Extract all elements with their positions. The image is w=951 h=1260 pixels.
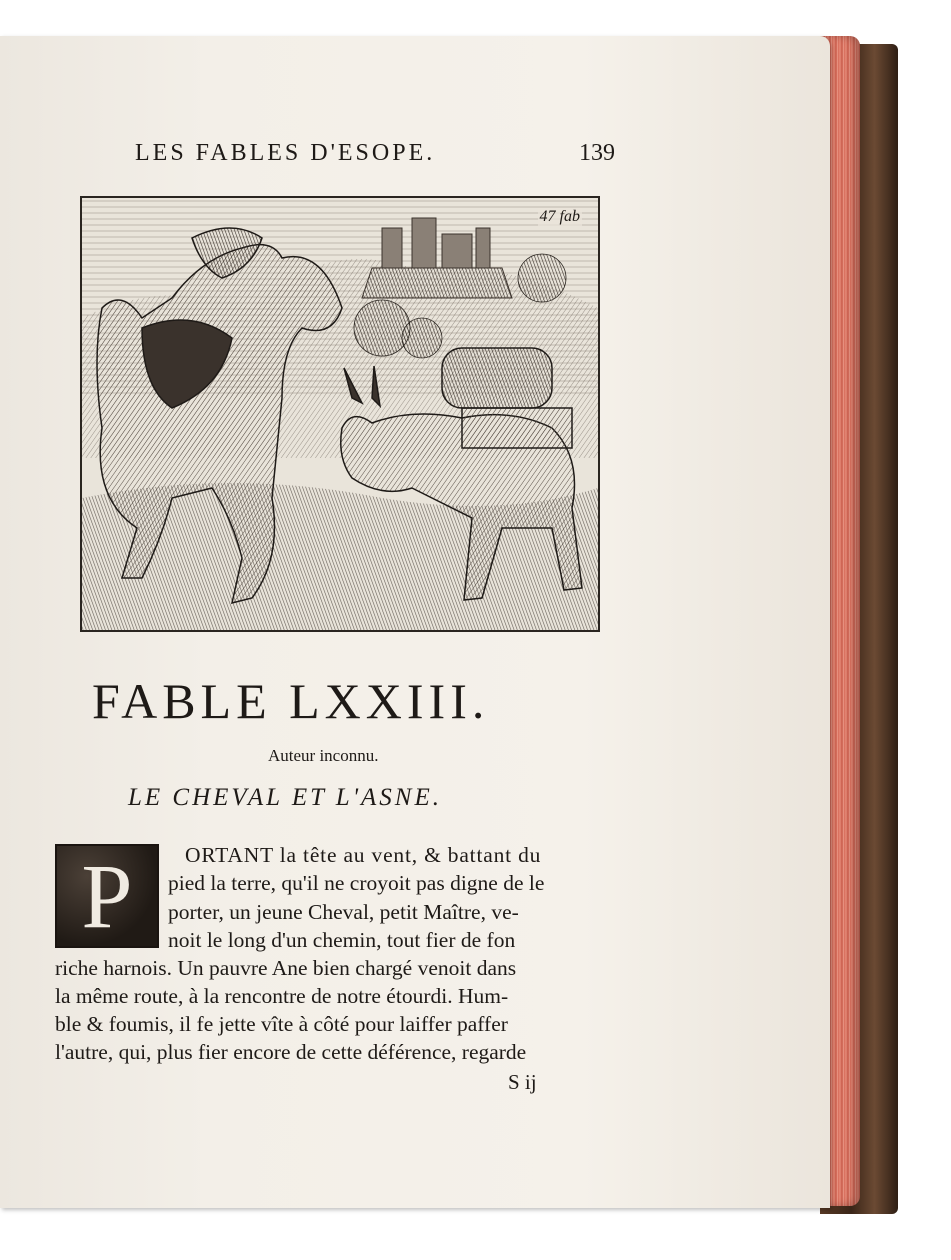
fable-subtitle: LE CHEVAL ET L'ASNE.	[128, 784, 443, 811]
fable-title: FABLE LXXIII.	[92, 673, 490, 729]
fable-author: Auteur inconnu.	[268, 746, 379, 765]
running-head	[135, 140, 615, 174]
plate-number: 47 fab	[539, 208, 580, 225]
running-head-title: LES FABLES D'ESOPE.	[135, 140, 436, 166]
body-line: pied la terre, qu'il ne croyoit pas digne de le	[168, 871, 545, 895]
body-line: porter, un jeune Cheval, petit Maître, ve-	[168, 900, 519, 924]
engraving-illustration	[80, 196, 600, 632]
body-line: la même route, à la rencontre de notre étourdi. Hum-	[55, 984, 509, 1008]
body-line: noit le long d'un chemin, tout fier de fon	[168, 928, 516, 952]
ornamental-drop-cap	[55, 844, 159, 948]
drop-cap-letter: P	[81, 845, 133, 947]
body-line: l'autre, qui, plus fier encore de cette déférence, regarde	[55, 1040, 527, 1064]
signature-mark: S ij	[508, 1070, 537, 1094]
page-number: 139	[579, 140, 615, 166]
body-line: riche harnois. Un pauvre Ane bien chargé venoit dans	[55, 956, 517, 980]
body-line: ble & foumis, il fe jette vîte à côté pour laiffer paffer	[55, 1012, 508, 1036]
horse-and-donkey-engraving	[82, 198, 598, 630]
body-line: ORTANT la tête au vent, & battant du	[185, 843, 542, 867]
